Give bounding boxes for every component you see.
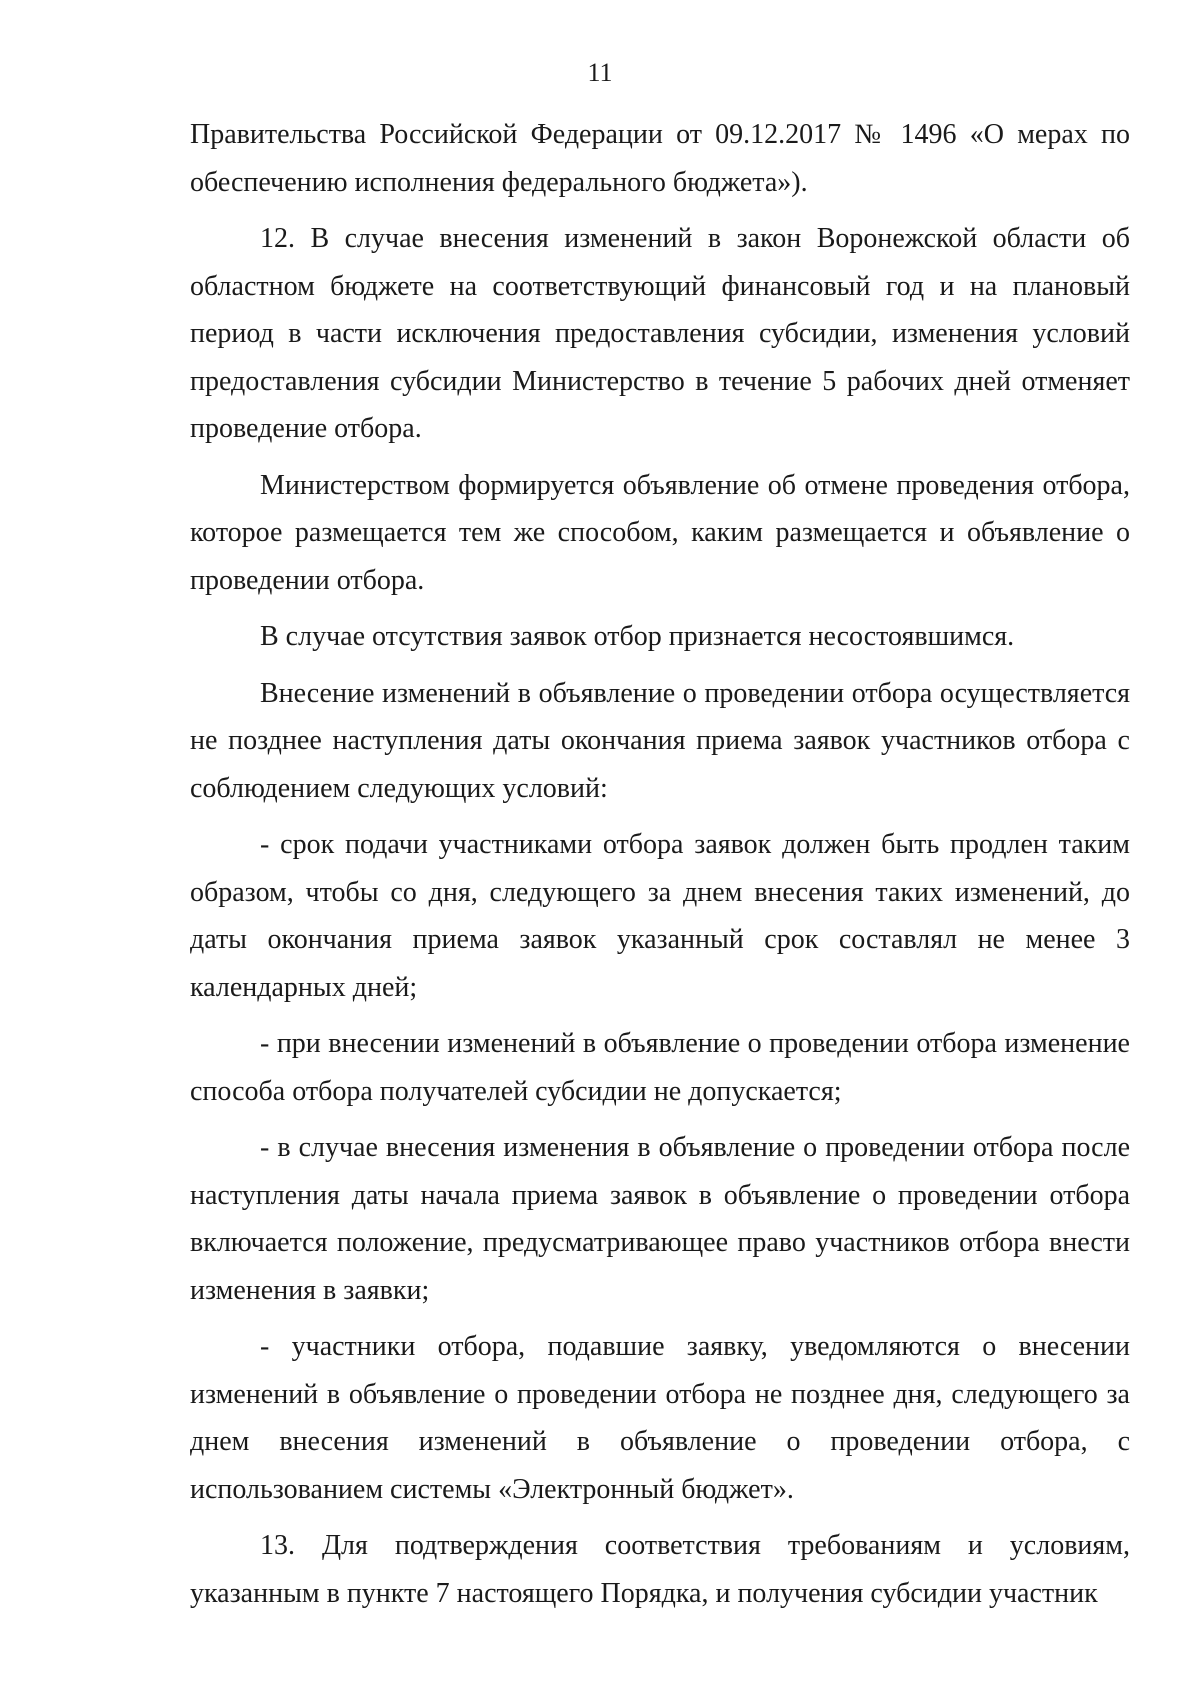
- paragraph-no-applications: В случае отсутствия заявок отбор признается несостоявшимся.: [260, 621, 1015, 652]
- paragraph-condition-method: - при внесении изменений в объявление о проведении отбора изменение способа отбора получателей субсидии не допускается;: [190, 1028, 1130, 1107]
- paragraph-item-12: 12. В случае внесения изменений в закон Воронежской области об областном бюджете на соответствующий финансовый год и на плановый период в части исключения предоставления субсидии, изменения условий предоставления субсидии Министерство в течение 5 рабочих дней отменяет проведение отбора.: [190, 223, 1130, 444]
- paragraph-item-13: 13. Для подтверждения соответствия требованиям и условиям, указанным в пункте 7 настоящего Порядка, и получения субсидии участник: [190, 1530, 1130, 1609]
- paragraph-condition-deadline: - срок подачи участниками отбора заявок должен быть продлен таким образом, чтобы со дня, следующего за днем внесения таких изменений, до даты окончания приема заявок указанный срок составлял не менее 3 календарных дней;: [190, 829, 1130, 1003]
- paragraph-condition-notify: - участники отбора, подавшие заявку, уведомляются о внесении изменений в объявление о проведении отбора не позднее дня, следующего за днем внесения изменений в объявление о проведении отбора, с использованием системы «Электронный бюджет».: [190, 1331, 1130, 1505]
- page-number: 11: [587, 58, 613, 87]
- paragraph-amendments: Внесение изменений в объявление о проведении отбора осуществляется не позднее наступления даты окончания приема заявок участников отбора с соблюдением следующих условий:: [190, 677, 1130, 804]
- document-body: [190, 111, 1130, 1617]
- paragraph-condition-changes: - в случае внесения изменения в объявление о проведении отбора после наступления даты начала приема заявок в объявление о проведении отбора включается положение, предусматривающее право участников отбора внести изменения в заявки;: [190, 1132, 1130, 1306]
- paragraph-continuation: Правительства Российской Федерации от 09.12.2017 № 1496 «О мерах по обеспечению исполнения федерального бюджета»).: [190, 119, 1130, 198]
- paragraph-cancel-notice: Министерством формируется объявление об отмене проведения отбора, которое размещается тем же способом, каким размещается и объявление о проведении отбора.: [190, 469, 1130, 596]
